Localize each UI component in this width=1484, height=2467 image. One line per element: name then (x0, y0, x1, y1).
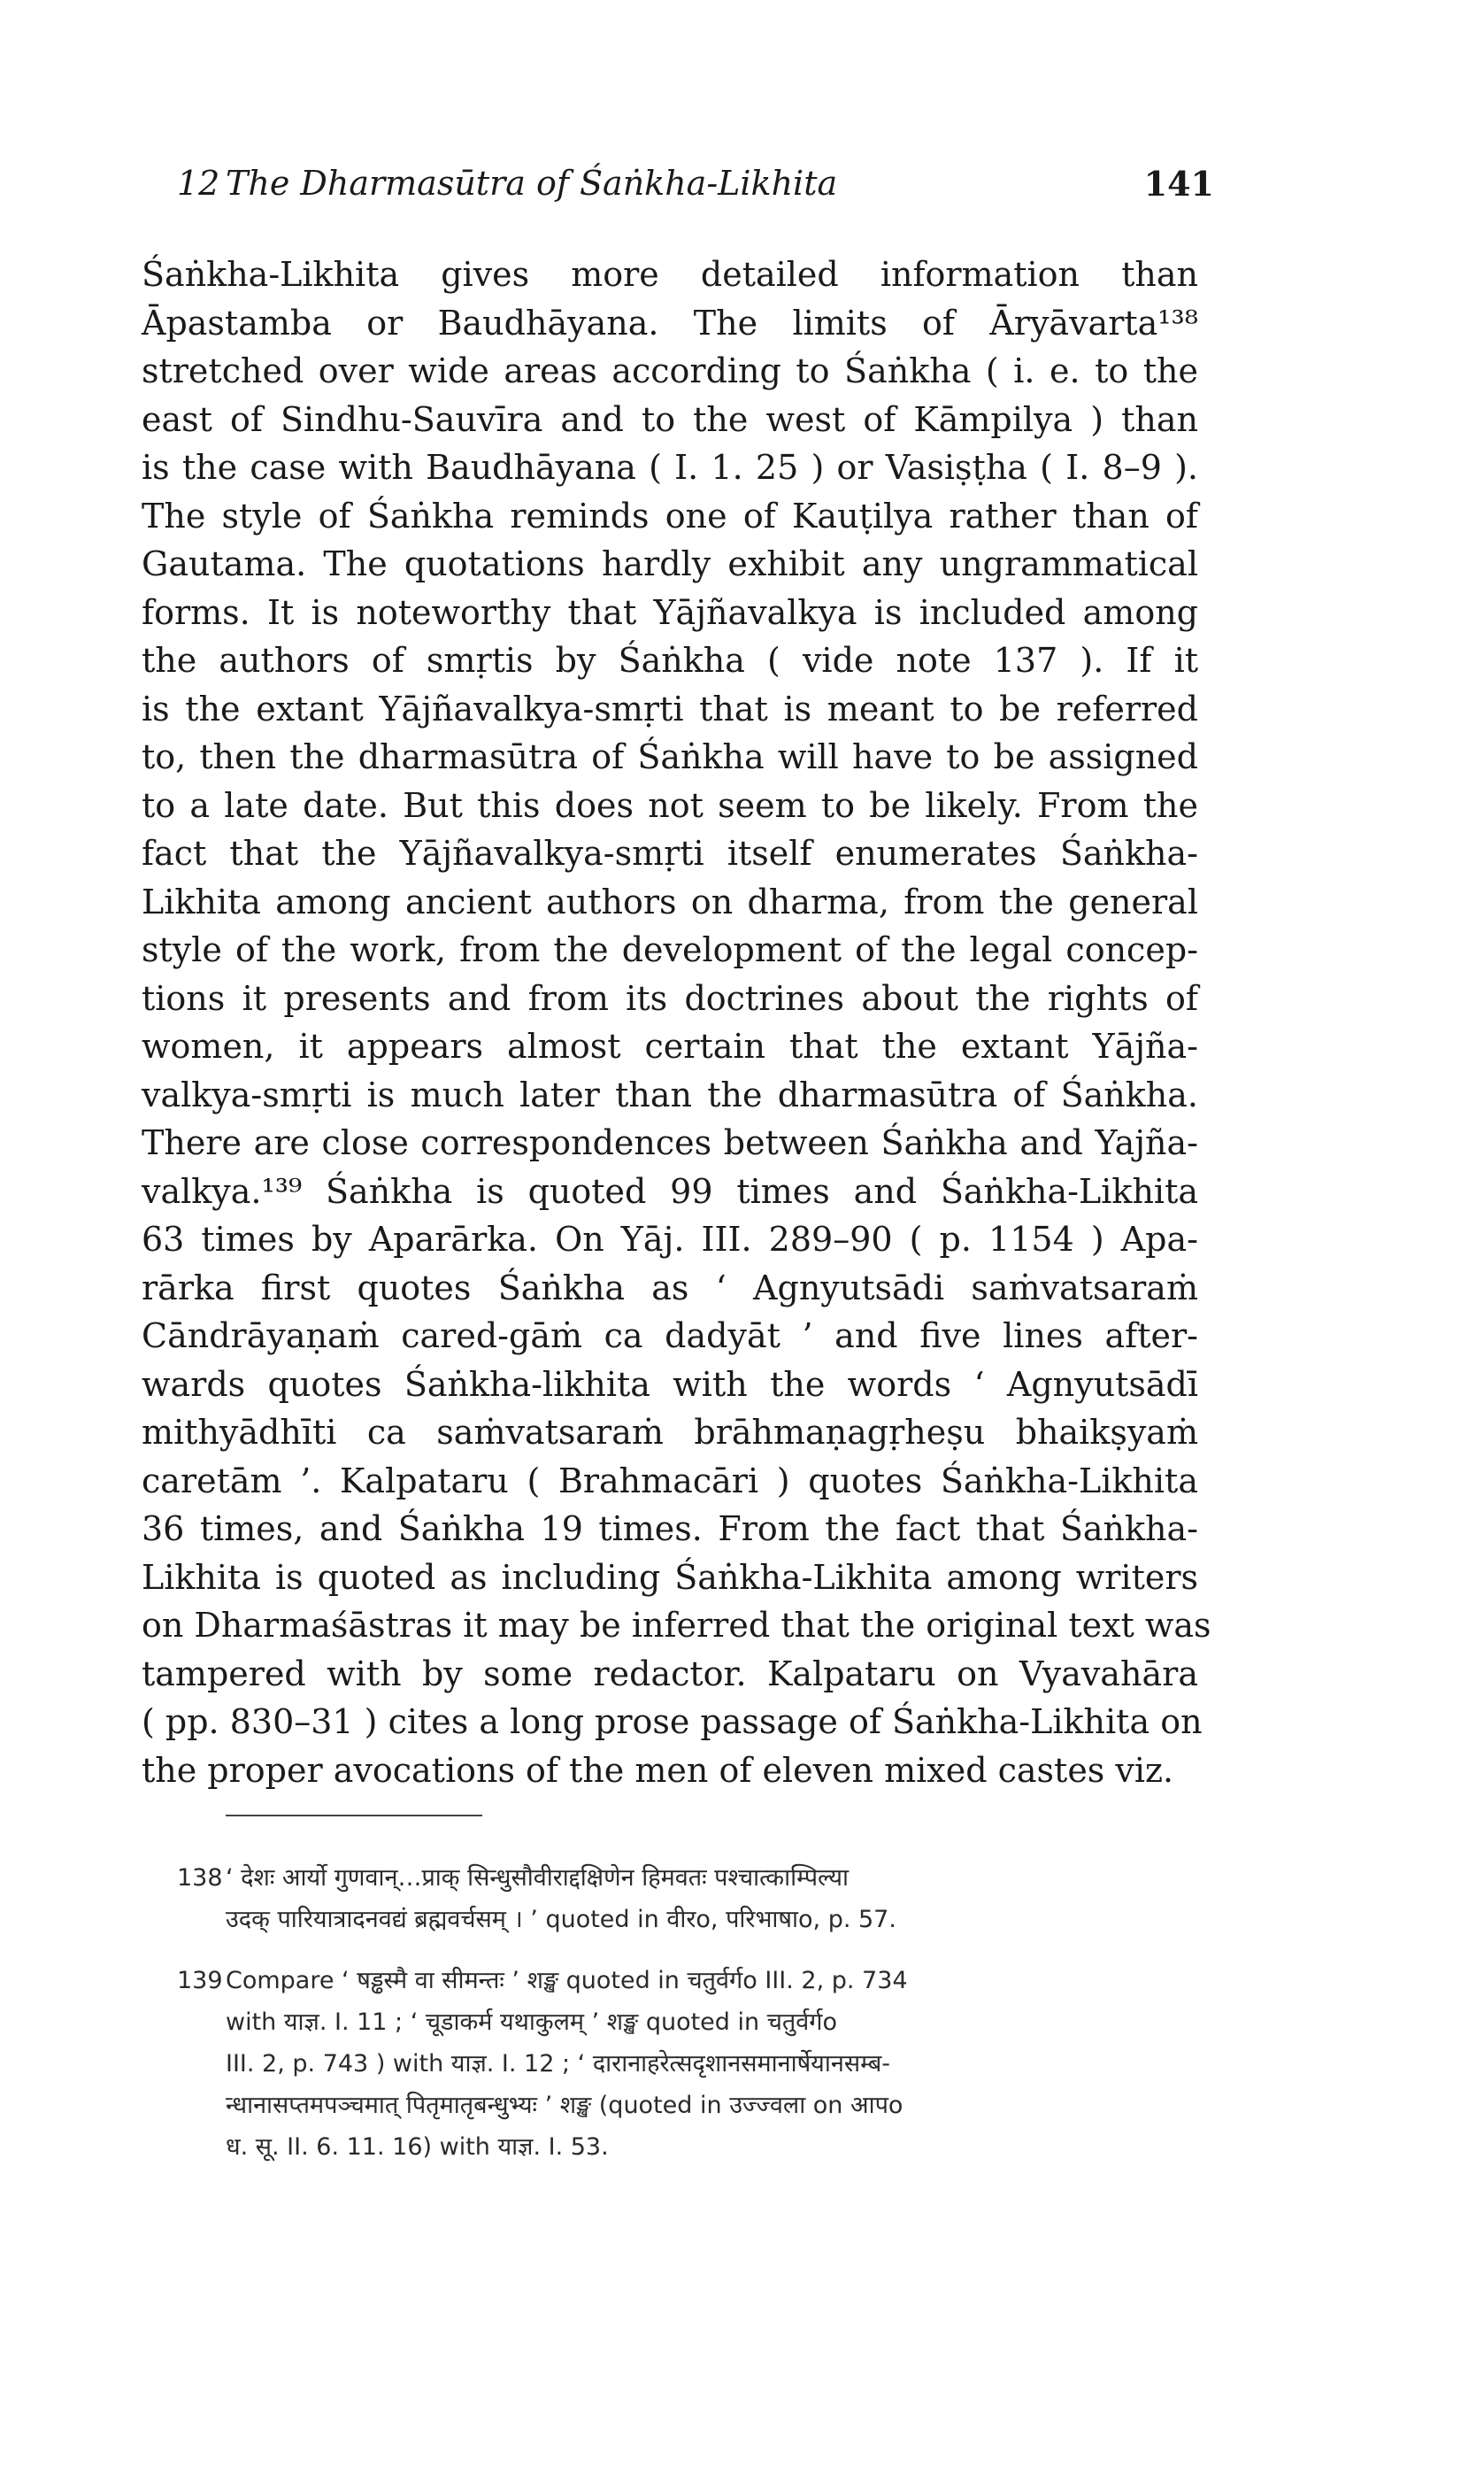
body-line: Śaṅkha-Likhita gives more detailed information than (142, 255, 1198, 294)
body-line: women, it appears almost certain that the extant Yājña- (142, 1027, 1198, 1066)
body-line: ( pp. 830–31 ) cites a long prose passage of Śaṅkha-Likhita on (142, 1702, 1203, 1741)
body-line: Likhita is quoted as including Śaṅkha-Likhita among writers (142, 1557, 1198, 1597)
footnote-139 (177, 1960, 1203, 2168)
body-line: Gautama. The quotations hardly exhibit any ungrammatical (142, 544, 1198, 583)
body-line: the authors of smṛtis by Śaṅkha ( vide note 137 ). If it (142, 641, 1198, 680)
body-text (142, 251, 1211, 1794)
body-line: caretām ’. Kalpataru ( Brahmacāri ) quotes Śaṅkha-Likhita (142, 1461, 1198, 1500)
body-line: There are close correspondences between Śaṅkha and Yajña- (142, 1123, 1198, 1162)
footnote-divider (226, 1815, 482, 1816)
body-line: tions it presents and from its doctrines about the rights of (142, 978, 1198, 1018)
footnote-line: III. 2, p. 743 ) with याज्ञ. I. 12 ; ‘ दारानाहरेत्सदृशानसमानार्षेयानसम्ब- (226, 2050, 891, 2078)
body-line: to a late date. But this does not seem to be likely. From the (142, 785, 1198, 825)
page-number: 141 (1143, 164, 1214, 204)
body-line: valkya-smṛti is much later than the dharmasūtra of Śaṅkha. (142, 1075, 1198, 1114)
body-line: The style of Śaṅkha reminds one of Kauṭilya rather than of (142, 496, 1198, 536)
footnote-line: उदक् पारियात्रादनवद्यं ब्रह्मवर्चसम् । ’ quoted in वीरo, परिभाषाo, p. 57. (226, 1906, 896, 1933)
footnote-138 (177, 1857, 1203, 1940)
footnotes (177, 1857, 1203, 2187)
body-line: tampered with by some redactor. Kalpataru on Vyavahāra (142, 1654, 1198, 1693)
body-line: is the extant Yājñavalkya-smṛti that is meant to be referred (142, 689, 1198, 729)
body-line: mithyādhīti ca saṁvatsaraṁ brāhmaṇagṛheṣu bhaikṣyaṁ (142, 1413, 1198, 1452)
footnote-line: ‘ देशः आर्यो गुणवान्…प्राक् सिन्धुसौवीराद्दक्षिणेन हिमवतः पश्चात्काम्पिल्या (226, 1864, 850, 1892)
body-line: rārka first quotes Śaṅkha as ‘ Agnyutsādi saṁvatsaraṁ (142, 1268, 1198, 1307)
running-title: The Dharmasūtra of Śaṅkha-Likhita (226, 164, 838, 203)
body-line: on Dharmaśāstras it may be inferred that the original text was (142, 1606, 1211, 1645)
body-line: Likhita among ancient authors on dharma, from the general (142, 882, 1198, 921)
body-line: style of the work, from the development of the legal concep- (142, 930, 1198, 969)
body-line: wards quotes Śaṅkha-likhita with the words ‘ Agnyutsādī (142, 1364, 1198, 1404)
body-line: fact that the Yājñavalkya-smṛti itself enumerates Śaṅkha- (142, 834, 1198, 873)
body-line: the proper avocations of the men of eleven mixed castes viz. (142, 1750, 1174, 1790)
chapter-number: 12 (177, 164, 220, 203)
footnote-number: 139 (177, 1967, 223, 1994)
body-line: stretched over wide areas according to Śaṅkha ( i. e. to the (142, 351, 1198, 390)
body-line: to, then the dharmasūtra of Śaṅkha will have to be assigned (142, 737, 1198, 776)
footnote-line: Compare ‘ षड्ढस्मै वा सीमन्तः ’ शङ्ख quoted in चतुर्वर्गo III. 2, p. 734 (226, 1967, 908, 1994)
body-line: Āpastamba or Baudhāyana. The limits of Āryāvarta¹³⁸ (142, 303, 1198, 343)
body-line: Cāndrāyaṇaṁ cared-gāṁ ca dadyāt ’ and five lines after- (142, 1316, 1198, 1355)
footnote-line: ध. सू. II. 6. 11. 16) with याज्ञ. I. 53. (226, 2133, 609, 2161)
body-line: forms. It is noteworthy that Yājñavalkya is included among (142, 592, 1198, 632)
body-line: east of Sindhu-Sauvīra and to the west of Kāmpilya ) than (142, 399, 1198, 439)
footnote-number: 138 (177, 1864, 223, 1892)
body-line: valkya.¹³⁹ Śaṅkha is quoted 99 times and Śaṅkha-Likhita (142, 1171, 1198, 1211)
body-line: is the case with Baudhāyana ( I. 1. 25 ) or Vasiṣṭha ( I. 8–9 ). (142, 448, 1198, 487)
footnote-line: न्धानासप्तमपञ्चमात् पितृमातृबन्धुभ्यः ’ शङ्ख (quoted in उज्ज्वला on आपo (226, 2092, 903, 2119)
footnote-line: with याज्ञ. I. 11 ; ‘ चूडाकर्म यथाकुलम् ’ शङ्ख quoted in चतुर्वर्गo (226, 2008, 837, 2036)
body-line: 63 times by Aparārka. On Yāj. III. 289–90 ( p. 1154 ) Apa- (142, 1220, 1198, 1259)
body-line: 36 times, and Śaṅkha 19 times. From the fact that Śaṅkha- (142, 1509, 1198, 1548)
